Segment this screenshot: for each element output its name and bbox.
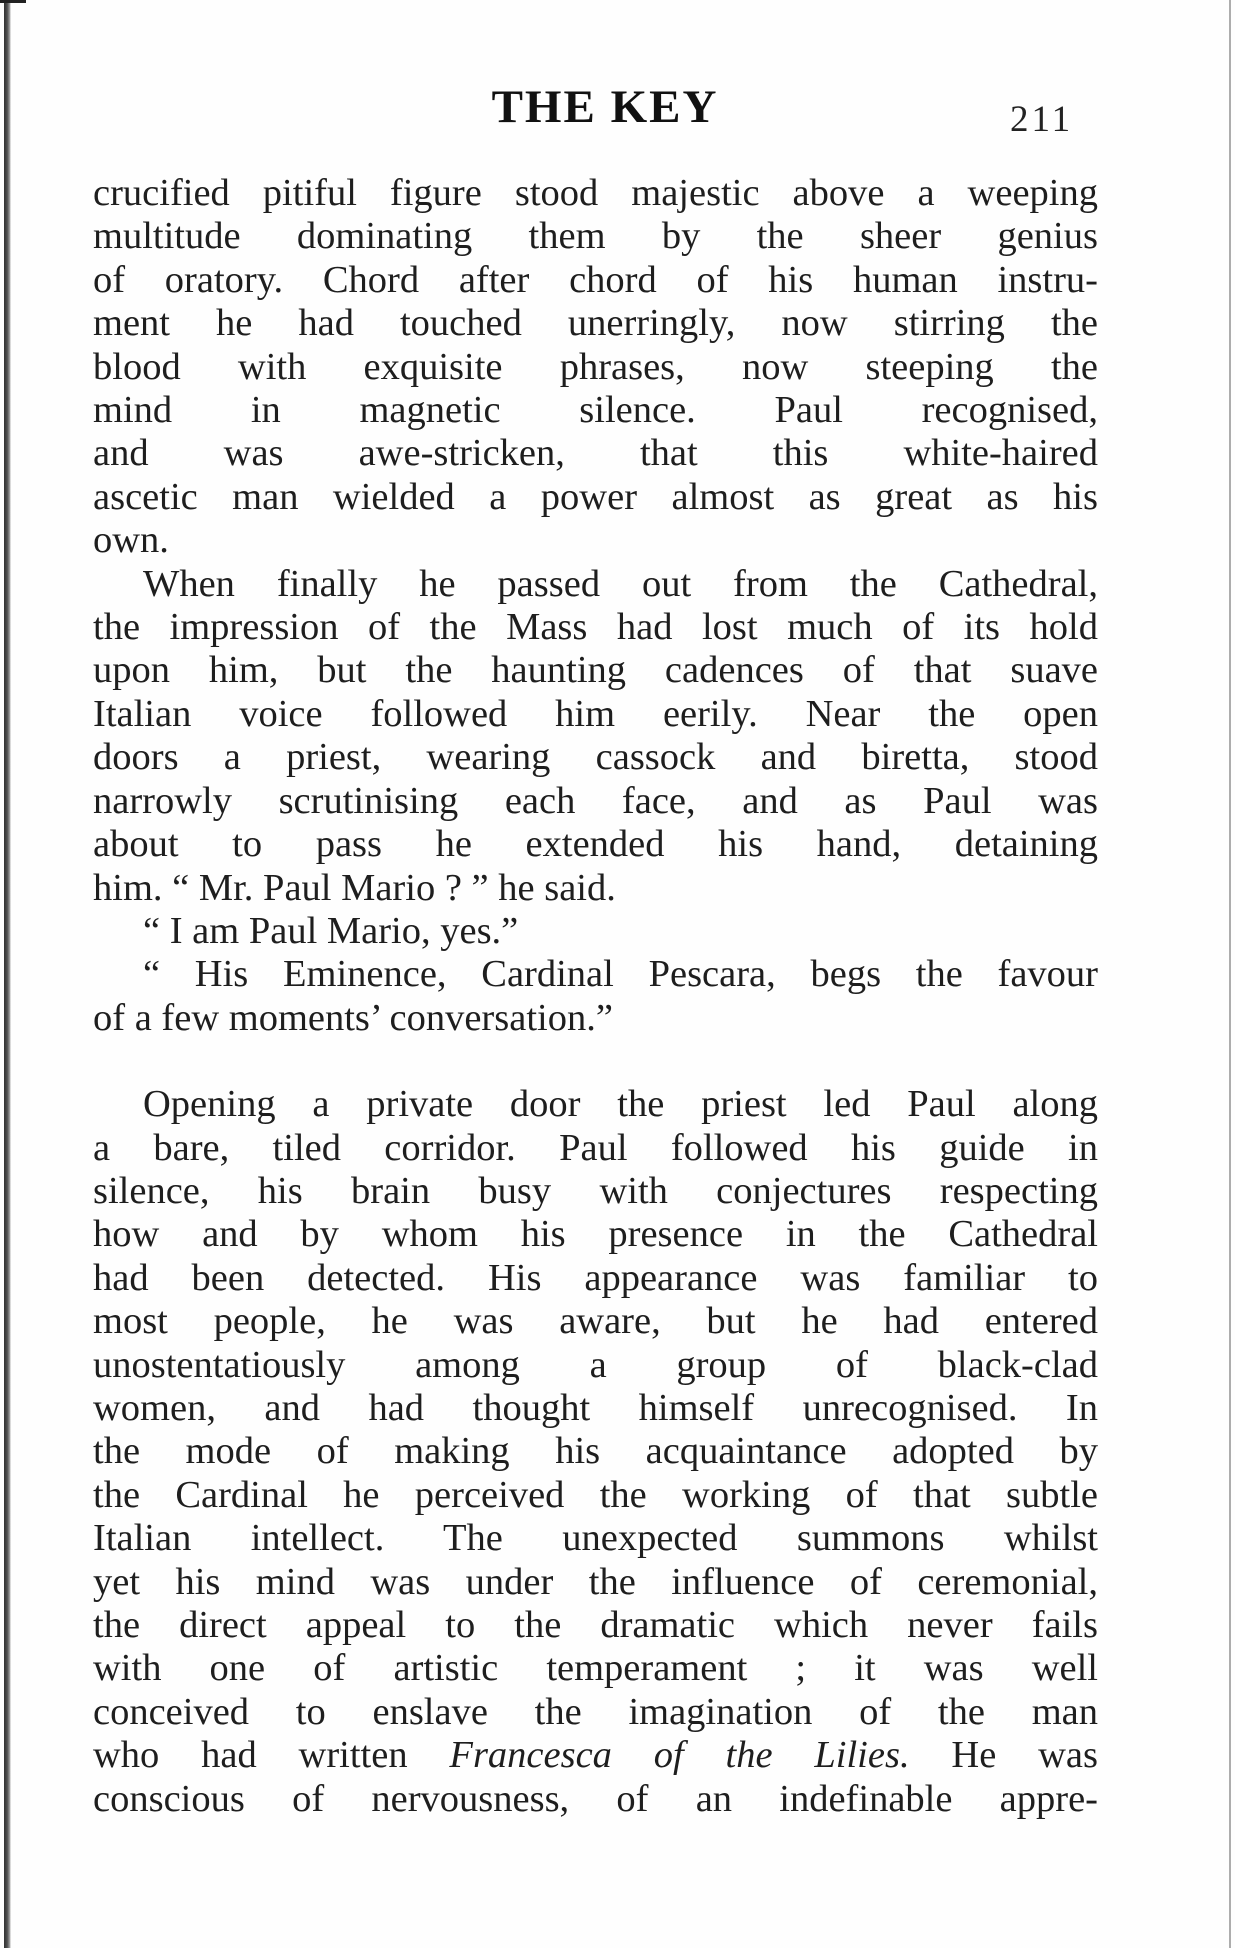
text-line: the direct appeal to the dramatic which never fails [93,1604,1098,1646]
paragraph-4 [93,953,1098,1040]
text-line: had been detected. His appearance was familiar to [93,1256,1098,1299]
text-line: yet his mind was under the influence of ceremonial, [93,1560,1098,1603]
text-line: conscious of nervousness, of an indefinable appre- [93,1777,1098,1820]
text-line: blood with exquisite phrases, now steeping the [93,345,1098,388]
text-line: When finally he passed out from the Cathedral, [143,562,1098,605]
text-line: Italian voice followed him eerily. Near the open [93,692,1098,735]
paragraph-3 [93,910,1098,953]
text-line: conceived to enslave the imagination of the man [93,1690,1098,1733]
text-line: women, and had thought himself unrecognised. In [93,1386,1098,1429]
text-line: multitude dominating them by the sheer genius [93,215,1098,258]
page-number: 211 [1010,99,1074,140]
text-line: about to pass he extended his hand, detaining [93,823,1098,866]
text-line: how and by whom his presence in the Cathedral [93,1213,1098,1256]
page-header [0,80,1235,140]
text-line: the mode of making his acquaintance adopted by [93,1430,1098,1473]
text-line: Opening a private door the priest led Paul along [143,1083,1098,1126]
text-line: of oratory. Chord after chord of his human instru- [93,258,1098,301]
text-fragment: He was [909,1734,1098,1777]
text-line: crucified pitiful figure stood majestic above a weeping [93,172,1098,214]
section-break [93,1040,1098,1083]
text-line: upon him, but the haunting cadences of that suave [93,649,1098,692]
text-line: silence, his brain busy with conjectures respecting [93,1169,1098,1212]
text-line: with one of artistic temperament ; it was well [93,1647,1098,1690]
text-line: “ I am Paul Mario, yes.” [143,909,519,952]
scan-corner-mark [0,0,26,17]
text-line-with-title [93,1734,1098,1777]
running-title: THE KEY [491,81,719,133]
text-line: ascetic man wielded a power almost as great as his [93,475,1098,518]
paragraph-5 [93,1083,1098,1821]
text-line: of a few moments’ conversation.” [93,996,613,1039]
text-line: Italian intellect. The unexpected summons whilst [93,1517,1098,1560]
book-title: Francesca of the Lilies. [449,1734,910,1777]
text-line: unostentatiously among a group of black-clad [93,1343,1098,1386]
text-line: most people, he was aware, but he had entered [93,1300,1098,1343]
text-line: narrowly scrutinising each face, and as Paul was [93,779,1098,822]
text-fragment: who had written [93,1734,450,1777]
text-line: and was awe-stricken, that this white-haired [93,432,1098,475]
text-line: own. [93,519,169,562]
text-line: a bare, tiled corridor. Paul followed his guide in [93,1126,1098,1169]
text-line: doors a priest, wearing cassock and biretta, stood [93,736,1098,779]
body-text [93,172,1098,1821]
scan-right-edge [1229,0,1231,1948]
text-line: mind in magnetic silence. Paul recognised, [93,389,1098,432]
paragraph-1 [93,172,1098,563]
text-line: the impression of the Mass had lost much of its hold [93,606,1098,649]
text-line: “ His Eminence, Cardinal Pescara, begs the favour [143,953,1098,996]
text-line: ment he had touched unerringly, now stirring the [93,302,1098,345]
paragraph-2 [93,563,1098,910]
scan-spine-edge [4,0,11,1948]
text-line: the Cardinal he perceived the working of that subtle [93,1473,1098,1516]
text-line: him. “ Mr. Paul Mario ? ” he said. [93,866,616,909]
